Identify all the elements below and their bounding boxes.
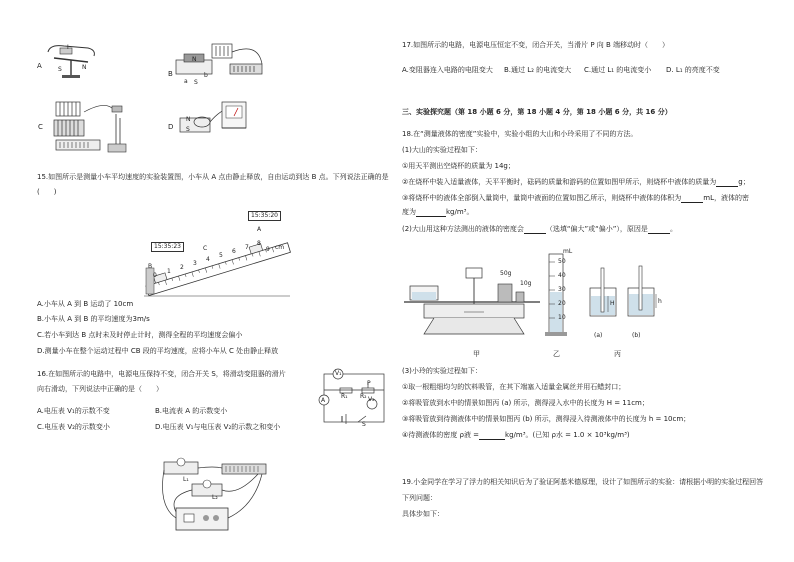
weight-50g: 50g (500, 270, 512, 277)
q18-part2-mid: （选填“偏大”或“偏小”），原因是 (545, 225, 648, 233)
q15-option-b: B.小车从 A 到 B 的平均速度为3m/s (37, 315, 150, 323)
point-b-label: B (148, 263, 153, 270)
q14-b-south: S (194, 79, 198, 86)
q18-x3: ③将吸管放到待测液体中的情景如图丙 (b) 所示，测得浸入待测液体中的长度为 h = 10cm； (402, 415, 691, 423)
circuit-r1: R₁ (341, 393, 348, 400)
depth-h-label: h (658, 298, 662, 305)
q18-x4-text: ④待测液体的密度 ρ液 = (402, 431, 480, 439)
q17-option-a: A.变阻器连入电路的电阻变大 (402, 66, 493, 74)
q18-part1: (1)大山的实验过程如下： (402, 146, 482, 154)
q16-option-c: C.电压表 V₂的示数变小 (37, 423, 110, 431)
ruler-number: 4 (206, 256, 210, 263)
q17-lamp-l2: L₂ (212, 494, 218, 501)
q18-x4-unit: kg/m³。(已知 ρ水 = 1.0 × 10³kg/m³) (505, 431, 630, 439)
q14-b-north: N (192, 56, 197, 63)
clock-top: 15:35:20 (248, 211, 281, 221)
answer-blank[interactable] (416, 209, 446, 217)
q19-stem-line1: 19.小金同学在学习了浮力的相关知识后为了验证阿基米德原理，设计了如图所示的实验：请根据小明的实验过程回答 (402, 478, 764, 486)
figure-b-label: (b) (632, 332, 641, 339)
ruler-unit: cm (275, 244, 285, 251)
q15-option-d: D.测量小车在整个运动过程中 CB 段的平均速度，应将小车从 C 处由静止释放 (37, 347, 279, 355)
q18-step3-text: ③将烧杯中的液体全部倒入量筒中，量筒中液面的位置如图乙所示，则烧杯中液体的体积为 (402, 194, 682, 202)
circuit-r2: R₂ (360, 393, 367, 400)
answer-blank[interactable] (479, 432, 505, 440)
q18-step3-density (402, 208, 473, 217)
q18-step3-unit: mL，液体的密 (703, 194, 749, 202)
q16-stem-line1: 16.在如图所示的电路中，电源电压保持不变，闭合开关 S，将滑动变阻器的滑片 (37, 370, 286, 378)
balance-figure (404, 262, 544, 342)
q17-option-b: B.通过 L₂ 的电流变大 (504, 66, 572, 74)
q14-option-c-label: C (38, 123, 43, 131)
ruler-number: 9 (266, 246, 270, 253)
clock-bottom: 15:35:23 (151, 242, 184, 252)
q18-stem: 18.在“测量液体的密度”实验中，实验小组的大山和小玲采用了不同的方法。 (402, 130, 638, 138)
q18-step2-text: ②在烧杯中装入适量液体，天平平衡时，砝码的质量和游码的位置如图甲所示，则烧杯中液体的质量为 (402, 178, 717, 186)
figure-yi-label: 乙 (553, 350, 560, 358)
section-3-heading: 三、实验探究题（第 18 小题 6 分，第 18 小题 4 分，第 18 小题 6 分，共 16 分） (402, 108, 672, 116)
point-c-label: C (203, 245, 208, 252)
circuit-p: P (367, 380, 371, 387)
q17-option-c: C.通过 L₁ 的电流变小 (584, 66, 652, 74)
cylinder-tick: 40 (558, 272, 566, 279)
q19-stem-line2: 下列问题： (402, 494, 437, 502)
q14-option-b-label: B (168, 70, 173, 78)
q18-step3 (402, 194, 749, 203)
point-a-label: A (257, 226, 262, 233)
q16-option-a: A.电压表 V₁的示数不变 (37, 407, 110, 415)
q16-stem-line2: 向右滑动，下列说法中正确的是（ ） (37, 385, 163, 393)
ruler-number: 7 (245, 244, 249, 251)
q14-a-current: I (67, 44, 69, 51)
q18-step3-density-text: 度为 (402, 208, 416, 216)
q14-fig-a (44, 40, 100, 82)
q14-a-north: N (82, 64, 87, 71)
q19-stem-line3: 具体步如下： (402, 510, 444, 518)
figure-a-label: (a) (594, 332, 603, 339)
cylinder-unit: mL (563, 248, 573, 255)
q14-option-d-label: D (168, 123, 174, 131)
figure-bing-label: 丙 (614, 350, 621, 358)
q16-option-d: D.电压表 V₁与电压表 V₂的示数之和变小 (155, 423, 281, 431)
ruler-number: 0 (153, 272, 157, 279)
weight-10g: 10g (520, 280, 532, 287)
q18-step2 (402, 178, 750, 187)
straw-beakers (584, 262, 664, 322)
q18-part2-text: (2)大山用这种方法测出的液体的密度会 (402, 225, 524, 233)
q15-stem-line1: 15.如图所示是测量小车平均速度的实验装置图，小车从 A 点由静止释放，自由运动到达 B 点。下列说法正确的是 (37, 173, 389, 181)
q18-step1: ①用天平测出空烧杯的质量为 14g； (402, 162, 515, 170)
answer-blank[interactable] (681, 195, 703, 203)
q15-option-a: A.小车从 A 到 B 运动了 10cm (37, 300, 134, 308)
q18-step3-density-unit: kg/m³。 (446, 208, 474, 216)
depth-H-label: H (610, 300, 615, 307)
q14-a-south: S (58, 66, 62, 73)
cylinder-tick: 10 (558, 314, 566, 321)
q14-b-b: b (204, 72, 208, 79)
q18-x1: ①取一根粗细均匀的饮料吸管，在其下端塞入适量金属丝并用石蜡封口； (402, 383, 626, 391)
answer-blank[interactable] (716, 179, 738, 187)
circuit-v1: V₁ (335, 370, 342, 377)
q15-option-c: C.若小车到达 B 点时未及时停止计时，测得全程的平均速度会偏小 (37, 331, 243, 339)
ruler-number: 2 (180, 264, 184, 271)
ruler-number: 3 (193, 260, 197, 267)
q14-fig-b (176, 38, 268, 86)
circuit-switch: S (362, 421, 366, 428)
cylinder-tick: 30 (558, 286, 566, 293)
cylinder-tick: 50 (558, 258, 566, 265)
q17-lamp-l1: L₁ (183, 476, 189, 483)
q14-d-north: N (186, 116, 191, 123)
q15-stem-line2: ( ) (37, 188, 57, 196)
q14-fig-c (50, 96, 130, 158)
ruler-number: 8 (257, 240, 261, 247)
q17-stem: 17.如图所示的电路，电源电压恒定不变，闭合开关，当滑片 P 向 B 端移动时（ ） (402, 41, 670, 49)
q18-part2-end: 。 (669, 225, 677, 233)
q14-b-a: a (184, 78, 188, 85)
q16-option-b: B.电流表 A 的示数变小 (155, 407, 228, 415)
q17-option-d: D. L₁ 的亮度不变 (666, 66, 720, 74)
q14-option-a-label: A (37, 62, 42, 70)
figure-jia-label: 甲 (473, 350, 480, 358)
ruler-number: 5 (219, 252, 223, 259)
answer-blank[interactable] (648, 226, 670, 234)
q18-part3: (3)小玲的实验过程如下： (402, 367, 482, 375)
circuit-ammeter: A (321, 397, 326, 404)
q16-circuit-diagram (318, 364, 390, 430)
q18-x2: ②将吸管放到水中的情景如图丙 (a) 所示，测得浸入水中的长度为 H = 11cm； (402, 399, 649, 407)
q14-d-south: S (186, 126, 190, 133)
cylinder-tick: 20 (558, 300, 566, 307)
q18-step2-unit: g； (738, 178, 750, 186)
ruler-number: 6 (232, 248, 236, 255)
circuit-v2: V₂ (368, 396, 375, 403)
q18-part2 (402, 225, 677, 234)
ruler-number: 1 (167, 268, 171, 275)
q18-x4 (402, 431, 630, 440)
answer-blank[interactable] (524, 226, 546, 234)
